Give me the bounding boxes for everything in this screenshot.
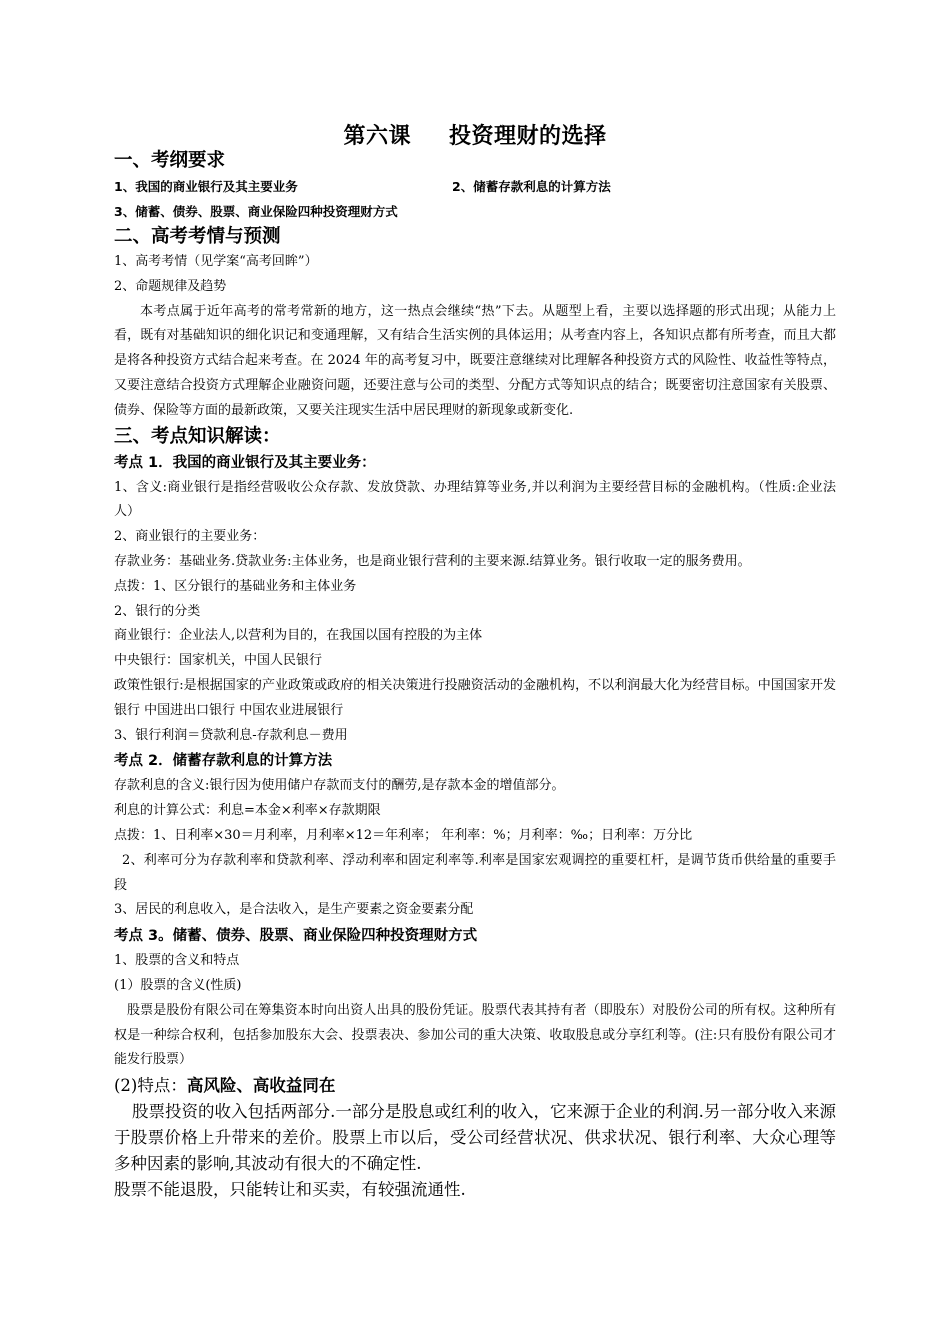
kp2-line: 存款利息的含义:银行因为使用储户存款而支付的酬劳,是存款本金的增值部分。: [114, 778, 565, 794]
requirement-1: 1、我国的商业银行及其主要业务: [114, 179, 298, 194]
exam-situation-line: 1、高考考情（见学案“高考回眸”）: [114, 254, 318, 269]
kp1-line: 点拨：1、区分银行的基础业务和主体业务: [114, 578, 357, 594]
section-3-heading: 三、考点知识解读：: [114, 425, 281, 447]
kp1-line: 2、商业银行的主要业务：: [114, 529, 266, 545]
kp2-line: 3、居民的利息收入，是合法收入，是生产要素之资金要素分配: [114, 902, 474, 918]
stock-liquidity-line: 股票不能退股，只能转让和买卖，有较强流通性.: [114, 1180, 466, 1200]
kp1-line: 商业银行：企业法人,以营利为目的，在我国以国有控股的为主体: [114, 628, 483, 644]
kp2-line: 利息的计算公式：利息=本金×利率×存款期限: [114, 803, 381, 819]
stock-features-line: [114, 1073, 836, 1099]
stock-income-paragraph: 股票投资的收入包括两部分.一部分是股息或红利的收入，它来源于企业的利润.另一部分收入来源于股票价格上升带来的差价。股票上市以后，受公司经营状况、供求状况、银行利率、大众心理等多种因素的影响,其波动有很大的不确定性.: [114, 1102, 836, 1174]
document-body: [114, 148, 836, 1203]
trend-paragraph: 本考点属于近年高考的常考常新的地方，这一热点会继续“热”下去。从题型上看，主要以选择题的形式出现；从能力上看，既有对基础知识的细化识记和变通理解，又有结合生活实例的具体运用；从考查内容上，各知识点都有所考查，而且大都是将各种投资方式结合起来考查。在 2024 年的高考复习中，既要注意继续对比理解各种投资方式的风险性、收益性等特点，又要注意结合投资方式理解企业融资问题，还要注意与公司的类型、分配方式等知识点的结合；既要密切注意国家有关股票、债券、保险等方面的最新政策，又要关注现实生活中居民理财的新现象或新变化.: [114, 303, 836, 418]
kp2-line: 点拨：1、日利率×30＝月利率，月利率×12＝年利率； 年利率：%；月利率：‰；日利率：万分比: [114, 827, 693, 843]
features-emphasis: 高风险、高收益同在: [186, 1076, 336, 1096]
section-1-heading: 一、考纲要求: [114, 150, 226, 171]
kp1-line: 3、银行利润＝贷款利息-存款利息－费用: [114, 727, 348, 743]
keypoint-1-heading: 考点 1．我国的商业银行及其主要业务：: [114, 454, 376, 471]
kp3-line: (1）股票的含义(性质): [114, 977, 242, 993]
kp2-line: 2、利率可分为存款利率和贷款利率、浮动利率和固定利率等.利率是国家宏观调控的重要杠杆，是调节货币供给量的重要手段: [114, 852, 836, 893]
features-prefix: (2)特点：: [114, 1076, 187, 1096]
requirement-2: 2、储蓄存款利息的计算方法: [452, 179, 611, 194]
stock-definition-paragraph: 股票是股份有限公司在筹集资本时向出资人出具的股份凭证。股票代表其持有者（即股东）对股份公司的所有权。这种所有权是一种综合权利，包括参加股东大会、投票表决、参加公司的重大决策、收取股息或分享红利等。(注:只有股份有限公司才能发行股票）: [114, 1002, 836, 1068]
kp1-line: 2、银行的分类: [114, 603, 201, 619]
kp1-line: 中央银行：国家机关，中国人民银行: [114, 653, 323, 669]
kp3-line: 1、股票的含义和特点: [114, 953, 240, 969]
section-2-heading: 二、高考考情与预测: [114, 226, 281, 247]
title-topic: 投资理财的选择: [449, 124, 607, 149]
title-lesson: 第六课: [343, 124, 411, 149]
requirement-3: 3、储蓄、债券、股票、商业保险四种投资理财方式: [114, 204, 398, 219]
trend-line: 2、命题规律及趋势: [114, 278, 227, 294]
kp1-line: 1、含义:商业银行是指经营吸收公众存款、发放贷款、办理结算等业务,并以利润为主要经营目标的金融机构。（性质:企业法人）: [114, 479, 836, 520]
keypoint-2-heading: 考点 2．储蓄存款利息的计算方法: [114, 753, 333, 770]
keypoint-3-heading: 考点 3。储蓄、债券、股票、商业保险四种投资理财方式: [114, 928, 478, 945]
kp1-line: 存款业务：基础业务.贷款业务:主体业务，也是商业银行营利的主要来源.结算业务。银行收取一定的服务费用。: [114, 553, 751, 569]
kp1-line: 政策性银行:是根据国家的产业政策或政府的相关决策进行投融资活动的金融机构，不以利润最大化为经营目标。中国国家开发银行 中国进出口银行 中国农业进展银行: [114, 677, 836, 718]
requirement-row: [114, 174, 836, 199]
